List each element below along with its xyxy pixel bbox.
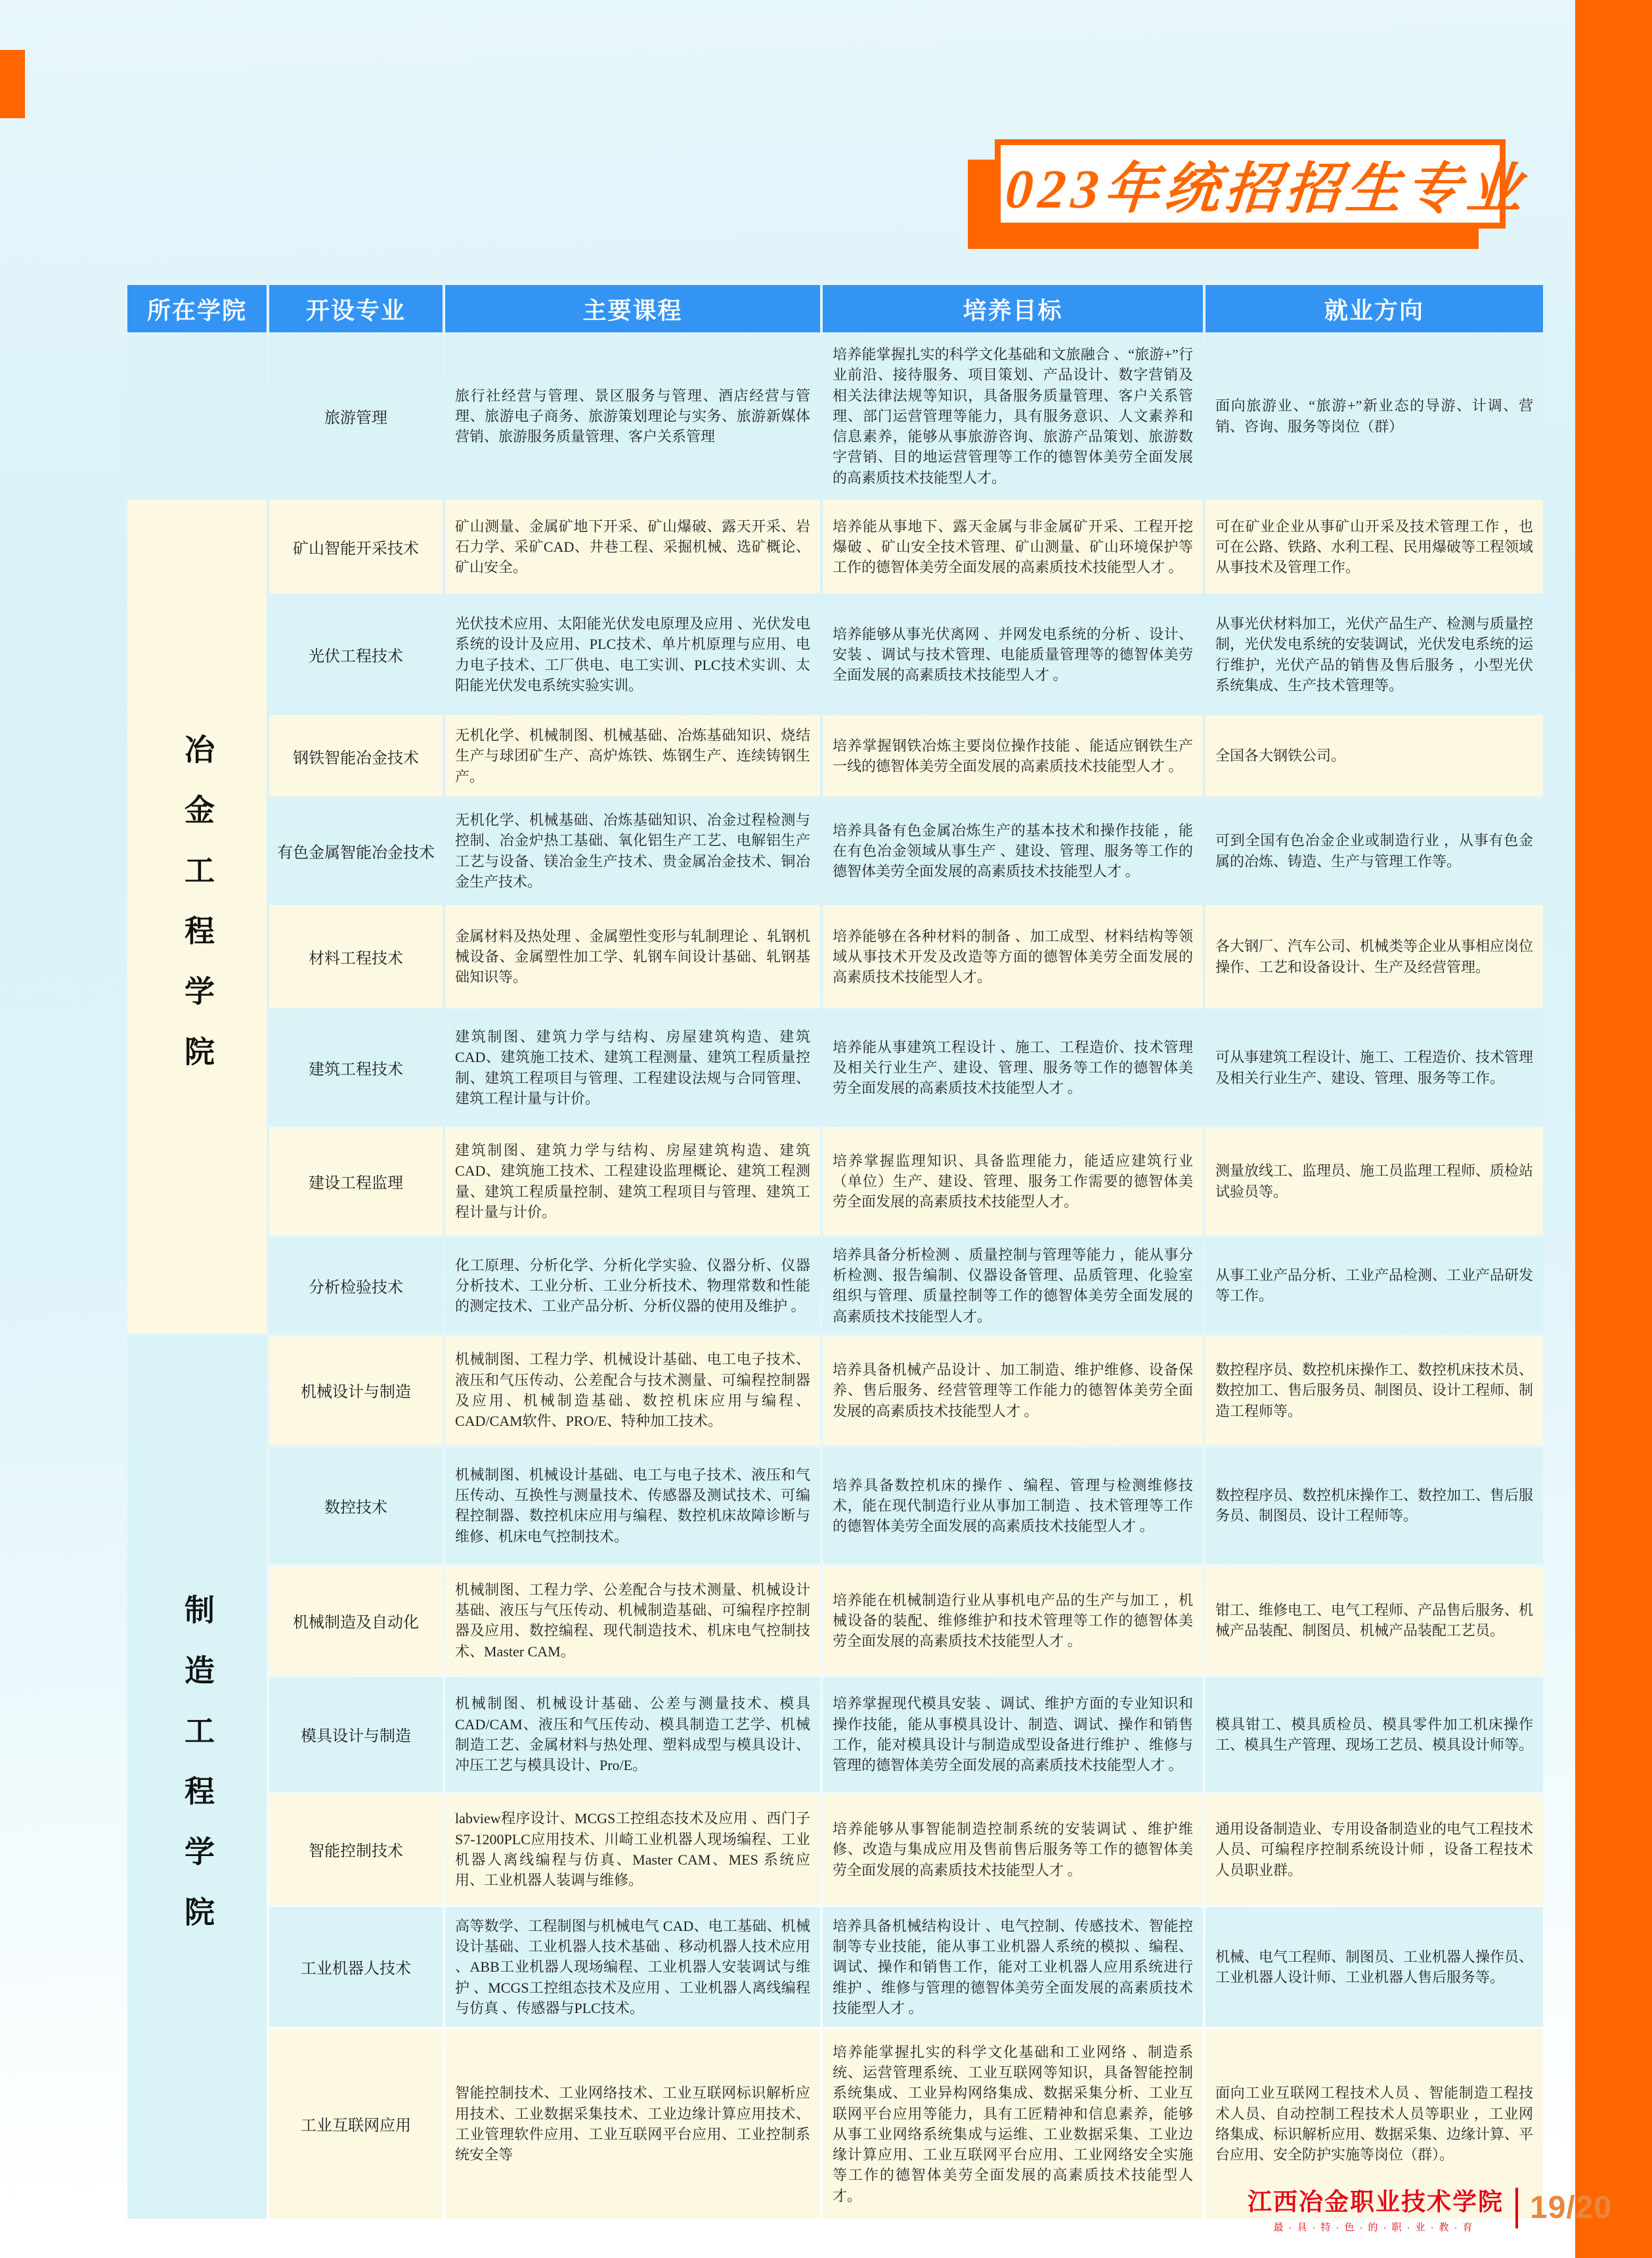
table-row xyxy=(127,1566,1543,1675)
employment-cell: 可从事建筑工程设计、施工、工程造价、技术管理及相关行业生产、建设、管理、服务等工作。 xyxy=(1206,1011,1543,1124)
objectives-cell: 培养能够从事智能制造控制系统的安装调试 、维护维修、改造与集成应用及售前售后服务等工作的德智体美劳全面发展的高素质技术技能型人才 。 xyxy=(823,1794,1203,1905)
objectives-cell: 培养能从事建筑工程设计 、施工、工程造价、技术管理及相关行业生产、建设、管理、服务等工作的德智体美劳全面发展的高素质技术技能型人才 。 xyxy=(823,1011,1203,1124)
table-row xyxy=(127,596,1543,713)
table-row xyxy=(127,500,1543,594)
table-row xyxy=(127,1011,1543,1124)
major-cell: 建筑工程技术 xyxy=(269,1011,443,1124)
school-slogan: 最·具·特·色·的·职·业·教·育 xyxy=(1273,2222,1478,2233)
header-courses: 主要课程 xyxy=(445,285,820,332)
table-row xyxy=(127,1448,1543,1564)
table-row xyxy=(127,715,1543,797)
major-cell: 钢铁智能冶金技术 xyxy=(269,715,443,797)
objectives-cell: 培养具备机械结构设计 、电气控制、传感技术、智能控制等专业技能，能从事工业机器人系统的模拟 、编程、调试、操作和销售工作，能对工业机器人应用系统进行维护 、维修与管理的德智体美劳全面发展的高素质技术技能型人才 。 xyxy=(823,1907,1203,2027)
major-cell: 分析检验技术 xyxy=(269,1238,443,1333)
courses-cell: 建筑制图、建筑力学与结构、房屋建筑构造、建筑CAD、建筑施工技术、工程建设监理概论、建筑工程测量、建筑工程质量控制、建筑工程项目与管理、建筑工程计量与计价。 xyxy=(445,1127,820,1235)
objectives-cell: 培养能掌握扎实的科学文化基础和文旅融合 、“旅游+”行业前沿、接待服务、项目策划、产品设计、数字营销及相关法律法规等知识，具备服务质量管理、客户关系管理、部门运营管理等能力，具有服务意识、人文素养和信息素养，能够从事旅游咨询、旅游产品策划、旅游数字营销、目的地运营管理等工作的德智体美劳全面发展的高素质技术技能型人才。 xyxy=(823,335,1203,497)
employment-cell: 数控程序员、数控机床操作工、数控加工、售后服务员、制图员、设计工程师等。 xyxy=(1206,1448,1543,1564)
major-cell: 智能控制技术 xyxy=(269,1794,443,1905)
school-name: 江西冶金职业技术学院 xyxy=(1248,2188,1504,2215)
major-cell: 工业互联网应用 xyxy=(269,2029,443,2219)
courses-cell: 高等数学、工程制图与机械电气 CAD、电工基础、机械设计基础、工业机器人技术基础 、移动机器人技术应用 、ABB工业机器人现场编程、工业机器人安装调试与维护 、MCGS工控组态技术及应用 、工业机器人离线编程与仿真 、传感器与PLC技术。 xyxy=(445,1907,820,2027)
college-cell-empty xyxy=(127,335,267,497)
employment-cell: 面向工业互联网工程技术人员 、智能制造工程技术人员、自动控制工程技术人员等职业 ，工业网络集成、标识解析应用、数据采集、边缘计算、平台应用、安全防护实施等岗位（群）。 xyxy=(1206,2029,1543,2219)
employment-cell: 可在矿业企业从事矿山开采及技术管理工作 ，也可在公路、铁路、水利工程、民用爆破等工程领域从事技术及管理工作。 xyxy=(1206,500,1543,594)
right-orange-bar xyxy=(1575,0,1652,2258)
major-cell: 工业机器人技术 xyxy=(269,1907,443,2027)
major-cell: 数控技术 xyxy=(269,1448,443,1564)
page-footer xyxy=(1248,2182,1612,2234)
employment-cell: 数控程序员、数控机床操作工、数控机床技术员、数控加工、售后服务员、制图员、设计工程师、制造工程师等。 xyxy=(1206,1336,1543,1445)
employment-cell: 各大钢厂、汽车公司、机械类等企业从事相应岗位操作、工艺和设备设计、生产及经营管理。 xyxy=(1206,905,1543,1008)
header-employment: 就业方向 xyxy=(1206,285,1543,332)
table-row xyxy=(127,1677,1543,1792)
employment-cell: 钳工、维修电工、电气工程师、产品售后服务、机械产品装配、制图员、机械产品装配工艺员。 xyxy=(1206,1566,1543,1675)
employment-cell: 测量放线工、监理员、施工员监理工程师、质检站试验员等。 xyxy=(1206,1127,1543,1235)
table-row xyxy=(127,1238,1543,1333)
courses-cell: 机械制图、机械设计基础、电工与电子技术、液压和气压传动、互换性与测量技术、传感器及测试技术、可编程控制器、数控机床应用与编程、数控机床故障诊断与维修、机床电气控制技术。 xyxy=(445,1448,820,1564)
college-name-vertical: 制造工程学院 xyxy=(181,1594,214,1957)
table-row xyxy=(127,335,1543,497)
college-name-vertical: 冶金工程学院 xyxy=(181,733,214,1096)
courses-cell: 旅行社经营与管理、景区服务与管理、酒店经营与管理、旅游电子商务、旅游策划理论与实务、旅游新媒体营销、旅游服务质量管理、客户关系管理 xyxy=(445,335,820,497)
objectives-cell: 培养具备分析检测 、质量控制与管理等能力 ，能从事分析检测、报告编制、仪器设备管理、品质管理、化验室组织与管理、质量控制等工作的德智体美劳全面发展的高素质技术技能型人才。 xyxy=(823,1238,1203,1333)
employment-cell: 全国各大钢铁公司。 xyxy=(1206,715,1543,797)
college-cell-metallurgy xyxy=(127,500,267,1333)
major-cell: 机械设计与制造 xyxy=(269,1336,443,1445)
objectives-cell: 培养掌握现代模具安装 、调试、维护方面的专业知识和操作技能，能从事模具设计、制造、调试、操作和销售工作，能对模具设计与制造成型设备进行维护 、维修与管理的德智体美劳全面发展的高素质技术技能型人才 。 xyxy=(823,1677,1203,1792)
footer-divider xyxy=(1515,2188,1518,2228)
objectives-cell: 培养能够在各种材料的制备 、加工成型、材料结构等领域从事技术开发及改造等方面的德智体美劳全面发展的高素质技术技能型人才。 xyxy=(823,905,1203,1008)
header-objectives: 培养目标 xyxy=(823,285,1203,332)
employment-cell: 通用设备制造业、专用设备制造业的电气工程技术人员、可编程序控制系统设计师 ，设备工程技术人员职业群。 xyxy=(1206,1794,1543,1905)
employment-cell: 模具钳工、模具质检员、模具零件加工机床操作工、模具生产管理、现场工艺员、模具设计师等。 xyxy=(1206,1677,1543,1792)
major-cell: 光伏工程技术 xyxy=(269,596,443,713)
objectives-cell: 培养能从事地下、露天金属与非金属矿开采、工程开挖爆破 、矿山安全技术管理、矿山测量、矿山环境保护等工作的德智体美劳全面发展的高素质技术技能型人才 。 xyxy=(823,500,1203,594)
page-number: 19/20 xyxy=(1530,2190,1613,2225)
objectives-cell: 培养具备数控机床的操作 、编程、管理与检测维修技术，能在现代制造行业从事加工制造 、技术管理等工作的德智体美劳全面发展的高素质技术技能型人才 。 xyxy=(823,1448,1203,1564)
courses-cell: 机械制图、工程力学、公差配合与技术测量、机械设计基础、液压与气压传动、机械制造基础、可编程序控制器及应用、数控编程、现代制造技术、机床电气控制技术、Master CAM。 xyxy=(445,1566,820,1675)
courses-cell: 机械制图、机械设计基础、公差与测量技术、模具CAD/CAM、液压和气压传动、模具制造工艺学、机械制造工艺、金属材料与热处理、塑料成型与模具设计、冲压工艺与模具设计、Pro/E。 xyxy=(445,1677,820,1792)
courses-cell: 智能控制技术、工业网络技术、工业互联网标识解析应用技术、工业数据采集技术、工业边缘计算应用技术、工业管理软件应用、工业互联网平台应用、工业控制系统安全等 xyxy=(445,2029,820,2219)
employment-cell: 从事工业产品分析、工业产品检测、工业产品研发等工作。 xyxy=(1206,1238,1543,1333)
table-row xyxy=(127,905,1543,1008)
courses-cell: 无机化学、机械制图、机械基础、冶炼基础知识、烧结生产与球团矿生产、高炉炼铁、炼钢生产、连续铸钢生产。 xyxy=(445,715,820,797)
major-cell: 有色金属智能冶金技术 xyxy=(269,799,443,902)
page-title: 2023年统招招生专业 xyxy=(970,158,1529,220)
courses-cell: 机械制图、工程力学、机械设计基础、电工电子技术、液压和气压传动、公差配合与技术测量、可编程控制器及应用、机械制造基础、数控机床应用与编程、CAD/CAM软件、PRO/E、特种加工技术。 xyxy=(445,1336,820,1445)
objectives-cell: 培养能够从事光伏离网 、并网发电系统的分析 、设计、安装 、调试与技术管理、电能质量管理等的德智体美劳全面发展的高素质技术技能型人才 。 xyxy=(823,596,1203,713)
major-cell: 机械制造及自动化 xyxy=(269,1566,443,1675)
objectives-cell: 培养具备有色金属冶炼生产的基本技术和操作技能 ，能在有色冶金领域从事生产 、建设、管理、服务等工作的德智体美劳全面发展的高素质技术技能型人才 。 xyxy=(823,799,1203,902)
major-cell: 材料工程技术 xyxy=(269,905,443,1008)
objectives-cell: 培养掌握监理知识、具备监理能力，能适应建筑行业（单位）生产、建设、管理、服务工作需要的德智体美劳全面发展的高素质技术技能型人才。 xyxy=(823,1127,1203,1235)
objectives-cell: 培养能掌握扎实的科学文化基础和工业网络 、制造系统、运营管理系统、工业互联网等知识，具备智能控制系统集成、工业异构网络集成、数据采集分析、工业互联网平台应用等能力，具有工匠精神和信息素养，能够从事工业网络系统集成与运维、工业数据采集、工业边缘计算应用、工业互联网平台应用、工业网络安全实施等工作的德智体美劳全面发展的高素质技术技能型人才。 xyxy=(823,2029,1203,2219)
table-row xyxy=(127,1907,1543,2027)
table-row xyxy=(127,1127,1543,1235)
major-cell: 矿山智能开采技术 xyxy=(269,500,443,594)
objectives-cell: 培养掌握钢铁冶炼主要岗位操作技能 、能适应钢铁生产一线的德智体美劳全面发展的高素质技术技能型人才 。 xyxy=(823,715,1203,797)
title-banner xyxy=(970,139,1529,229)
courses-cell: 矿山测量、金属矿地下开采、矿山爆破、露天开采、岩石力学、采矿CAD、井巷工程、采掘机械、选矿概论、矿山安全。 xyxy=(445,500,820,594)
employment-cell: 可到全国有色冶金企业或制造行业 ，从事有色金属的冶炼、铸造、生产与管理工作等。 xyxy=(1206,799,1543,902)
top-left-orange-block xyxy=(0,50,25,118)
college-cell-manufacturing xyxy=(127,1336,267,2219)
table-row xyxy=(127,1336,1543,1445)
courses-cell: labview程序设计、MCGS工控组态技术及应用 、西门子S7-1200PLC应用技术、川崎工业机器人现场编程、工业机器人离线编程与仿真、Master CAM、MES 系统应用、工业机器人装调与维修。 xyxy=(445,1794,820,1905)
employment-cell: 面向旅游业、“旅游+”新业态的导游、计调、营销、咨询、服务等岗位（群） xyxy=(1206,335,1543,497)
employment-cell: 从事光伏材料加工，光伏产品生产、检测与质量控制，光伏发电系统的安装调试，光伏发电系统的运行维护，光伏产品的销售及售后服务 ，小型光伏系统集成、生产技术管理等。 xyxy=(1206,596,1543,713)
courses-cell: 建筑制图、建筑力学与结构、房屋建筑构造、建筑CAD、建筑施工技术、建筑工程测量、建筑工程质量控制、建筑工程项目与管理、工程建设法规与合同管理、建筑工程计量与计价。 xyxy=(445,1011,820,1124)
table-row xyxy=(127,1794,1543,1905)
courses-cell: 光伏技术应用、太阳能光伏发电原理及应用 、光伏发电系统的设计及应用、PLC技术、单片机原理与应用、电力电子技术、工厂供电、电工实训、PLC技术实训、太阳能光伏发电系统实验实训。 xyxy=(445,596,820,713)
courses-cell: 金属材料及热处理 、金属塑性变形与轧制理论 、轧钢机械设备、金属塑性加工学、轧钢车间设计基础、轧钢基础知识等。 xyxy=(445,905,820,1008)
header-major: 开设专业 xyxy=(269,285,443,332)
table-header-row xyxy=(127,285,1543,332)
courses-cell: 无机化学、机械基础、冶炼基础知识、冶金过程检测与控制、冶金炉热工基础、氧化铝生产工艺、电解铝生产工艺与设备、镁冶金生产技术、贵金属冶金技术、铜冶金生产技术。 xyxy=(445,799,820,902)
major-cell: 模具设计与制造 xyxy=(269,1677,443,1792)
header-college: 所在学院 xyxy=(127,285,267,332)
courses-cell: 化工原理、分析化学、分析化学实验、仪器分析、仪器分析技术、工业分析、工业分析技术、物理常数和性能的测定技术、工业产品分析、分析仪器的使用及维护 。 xyxy=(445,1238,820,1333)
major-cell: 旅游管理 xyxy=(269,335,443,497)
objectives-cell: 培养能在机械制造行业从事机电产品的生产与加工 ，机械设备的装配、维修维护和技术管理等工作的德智体美劳全面发展的高素质技术技能型人才 。 xyxy=(823,1566,1203,1675)
majors-table xyxy=(125,282,1546,2221)
objectives-cell: 培养具备机械产品设计 、加工制造、维护维修、设备保养、售后服务、经营管理等工作能力的德智体美劳全面发展的高素质技术技能型人才 。 xyxy=(823,1336,1203,1445)
table-row xyxy=(127,799,1543,902)
school-name-block xyxy=(1248,2182,1504,2234)
major-cell: 建设工程监理 xyxy=(269,1127,443,1235)
employment-cell: 机械、电气工程师、制图员、工业机器人操作员、工业机器人设计师、工业机器人售后服务等。 xyxy=(1206,1907,1543,2027)
